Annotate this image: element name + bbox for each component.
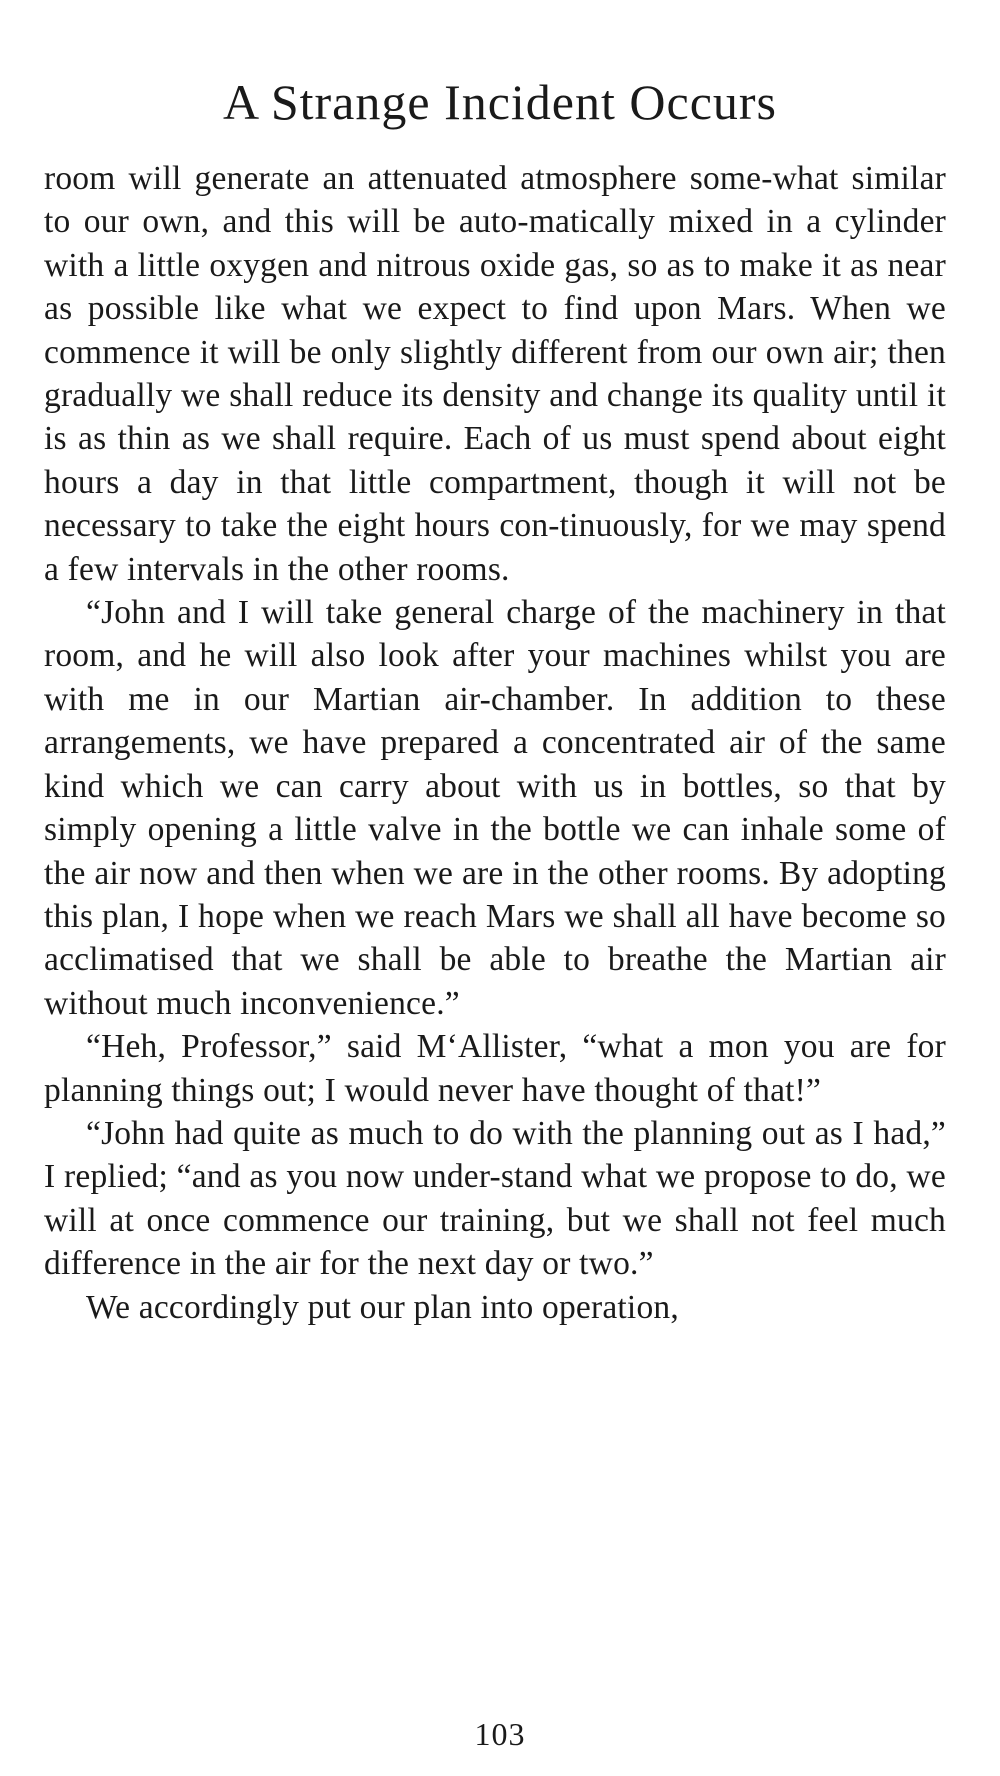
running-head: A Strange Incident Occurs (222, 74, 777, 130)
paragraph-4: “John had quite as much to do with the planning out as I had,” I replied; “and as you now under-stand what we propose to do, we will at once commence our training, but we shall not feel much difference in the air for the next day or two.” (44, 1114, 946, 1283)
paragraph-2: “John and I will take general charge of the machinery in that room, and he will also look after your machines whilst you are with me in our Martian air-chamber. In addition to these arrangements, we have prepared a concentrated air of the same kind which we can carry about with us in bottles, so that by simply opening a little valve in the bottle we can inhale some of the air now and then when we are in the other rooms. By adopting this plan, I hope when we reach Mars we shall all have become so acclimatised that we shall be able to breathe the Martian air without much inconvenience.” (44, 594, 946, 1022)
paragraph-3: “Heh, Professor,” said M‘Allister, “what a mon you are for planning things out; I would never have thought of that!” (44, 1028, 946, 1109)
body-text (44, 157, 946, 1329)
page-number: 103 (474, 1716, 526, 1752)
paragraph-1: room will generate an attenuated atmosphere some-what similar to our own, and this will be auto-matically mixed in a cylinder with a little oxygen and nitrous oxide gas, so as to make it as near as possible like what we expect to find upon Mars. When we commence it will be only slightly different from our own air; then gradually we shall reduce its density and change its quality until it is as thin as we shall require. Each of us must spend about eight hours a day in that little compartment, though it will not be necessary to take the eight hours con-tinuously, for we may spend a few intervals in the other rooms. (44, 160, 946, 588)
paragraph-5: We accordingly put our plan into operation, (86, 1288, 679, 1326)
